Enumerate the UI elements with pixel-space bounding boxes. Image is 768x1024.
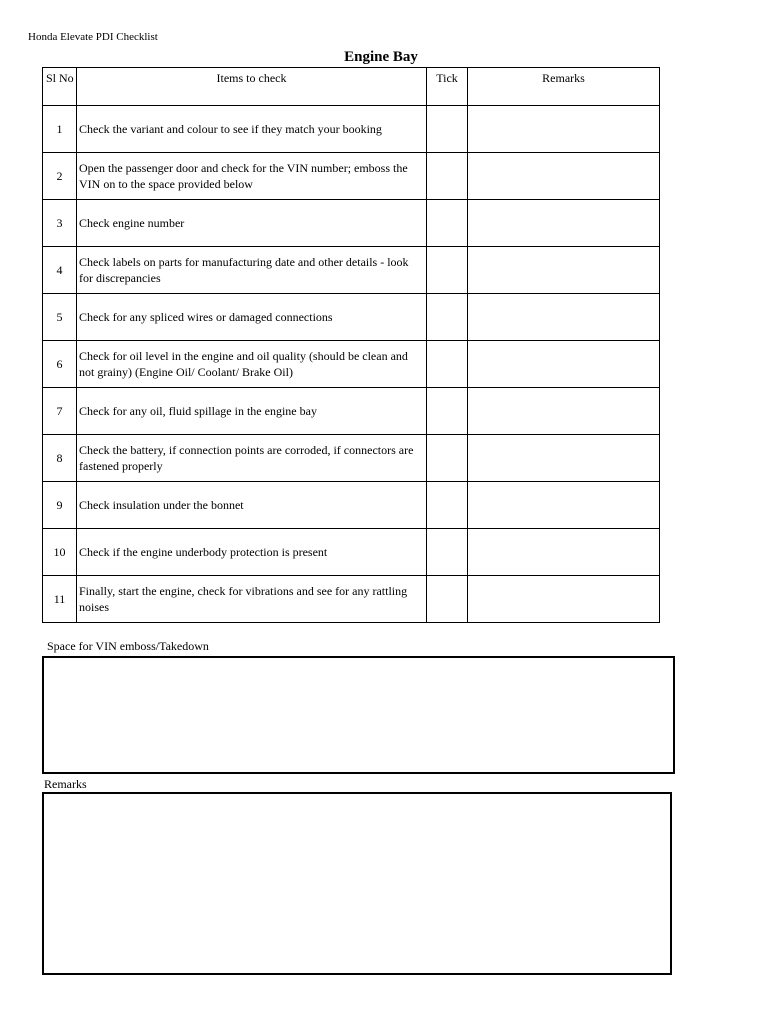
row-remarks-cell[interactable] [468,341,660,388]
row-remarks-cell[interactable] [468,247,660,294]
table-row [43,247,660,294]
row-number: 1 [43,106,77,153]
row-number: 11 [43,576,77,623]
row-tick-cell[interactable] [427,200,468,247]
row-remarks-cell[interactable] [468,435,660,482]
row-remarks-cell[interactable] [468,200,660,247]
row-tick-cell[interactable] [427,341,468,388]
header-items-to-check: Items to check [77,68,427,106]
header-tick: Tick [427,68,468,106]
row-tick-cell[interactable] [427,294,468,341]
table-row [43,153,660,200]
table-row [43,388,660,435]
table-row [43,341,660,388]
table-row [43,482,660,529]
row-item-text: Check labels on parts for manufacturing date and other details - look for discrepancies [77,247,427,294]
row-tick-cell[interactable] [427,435,468,482]
row-number: 7 [43,388,77,435]
remarks-box[interactable] [42,792,672,975]
row-item-text: Check engine number [77,200,427,247]
row-tick-cell[interactable] [427,576,468,623]
row-tick-cell[interactable] [427,106,468,153]
table-row [43,294,660,341]
table-row [43,200,660,247]
document-header: Honda Elevate PDI Checklist [28,31,158,43]
row-number: 10 [43,529,77,576]
row-number: 6 [43,341,77,388]
row-remarks-cell[interactable] [468,482,660,529]
row-item-text: Check for oil level in the engine and oil quality (should be clean and not grainy) (Engine Oil/ Coolant/ Brake Oil) [77,341,427,388]
row-item-text: Finally, start the engine, check for vibrations and see for any rattling noises [77,576,427,623]
row-remarks-cell[interactable] [468,576,660,623]
row-remarks-cell[interactable] [468,529,660,576]
row-remarks-cell[interactable] [468,106,660,153]
row-remarks-cell[interactable] [468,388,660,435]
row-item-text: Check insulation under the bonnet [77,482,427,529]
row-remarks-cell[interactable] [468,153,660,200]
row-item-text: Check the battery, if connection points are corroded, if connectors are fastened properly [77,435,427,482]
row-item-text: Check if the engine underbody protection is present [77,529,427,576]
row-number: 3 [43,200,77,247]
row-tick-cell[interactable] [427,529,468,576]
table-header-row [43,68,660,106]
row-remarks-cell[interactable] [468,294,660,341]
section-title: Engine Bay [344,49,418,65]
table-row [43,435,660,482]
row-number: 2 [43,153,77,200]
checklist-table [42,67,660,623]
row-tick-cell[interactable] [427,153,468,200]
header-sl-no: Sl No [43,68,77,106]
header-remarks: Remarks [468,68,660,106]
row-tick-cell[interactable] [427,247,468,294]
row-tick-cell[interactable] [427,388,468,435]
vin-emboss-box[interactable] [42,656,675,774]
table-row [43,106,660,153]
row-number: 4 [43,247,77,294]
table-row [43,529,660,576]
row-item-text: Check for any oil, fluid spillage in the engine bay [77,388,427,435]
row-number: 9 [43,482,77,529]
table-row [43,576,660,623]
row-number: 8 [43,435,77,482]
vin-space-label: Space for VIN emboss/Takedown [47,639,209,653]
remarks-label: Remarks [44,777,87,791]
row-item-text: Check for any spliced wires or damaged connections [77,294,427,341]
row-item-text: Open the passenger door and check for the VIN number; emboss the VIN on to the space provided below [77,153,427,200]
row-tick-cell[interactable] [427,482,468,529]
row-number: 5 [43,294,77,341]
row-item-text: Check the variant and colour to see if they match your booking [77,106,427,153]
